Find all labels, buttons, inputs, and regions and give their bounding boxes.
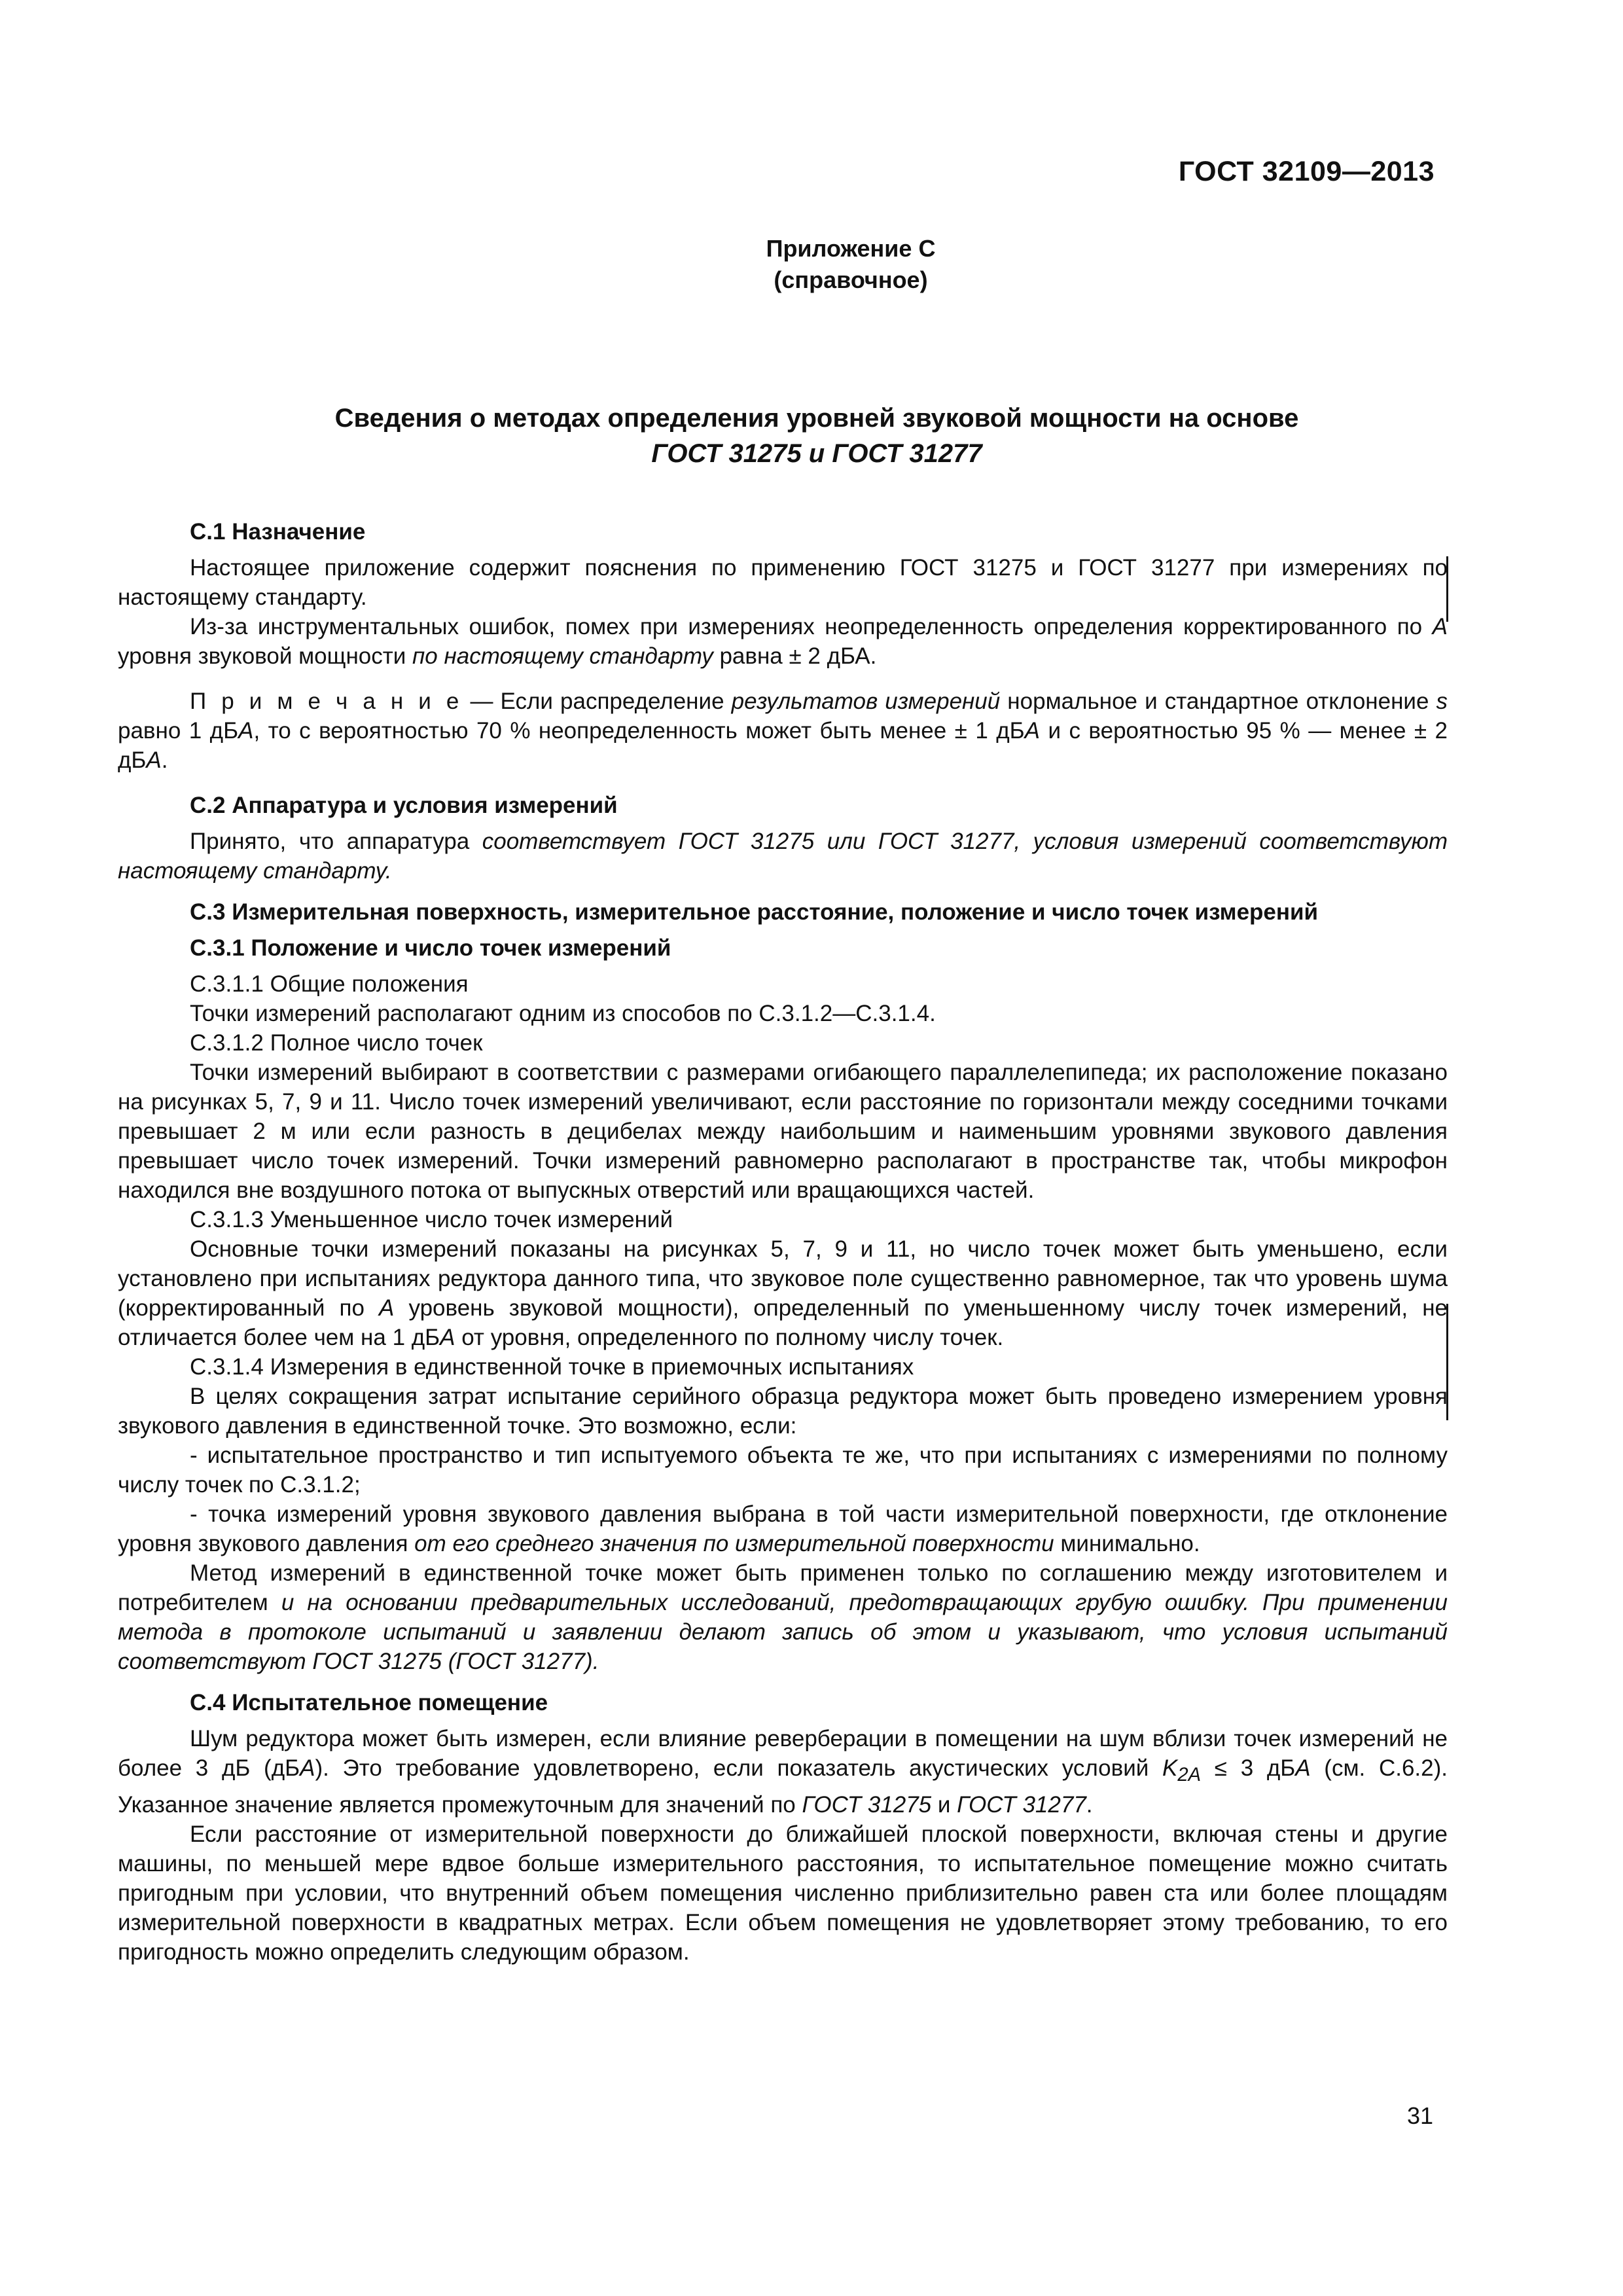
annex-type: (справочное) <box>774 266 928 293</box>
section-heading-c3: С.3 Измерительная поверхность, измерительное расстояние, положение и число точек измерений <box>190 899 1319 925</box>
list-item: - точка измерений уровня звукового давления выбрана в той части измерительной поверхности, где отклонение уровня звукового давления от его среднего значения по измерительной поверхности минимально. <box>118 1501 1448 1556</box>
annex-heading <box>0 233 1623 296</box>
paragraph: Основные точки измерений показаны на рисунках 5, 7, 9 и 11, но число точек может быть уменьшено, если установлено при испытаниях редуктора данного типа, что звуковое поле существенно равномерное, так что уровень шума (корректированный по А уровень звуковой мощности), определенный по уменьшенному числу точек измерений, не отличается более чем на 1 дБА от уровня, определенного по полному числу точек. <box>118 1236 1448 1350</box>
list-item: - испытательное пространство и тип испытуемого объекта те же, что при испытаниях с измерениями по полному числу точек по С.3.1.2; <box>118 1443 1448 1498</box>
paragraph: Точки измерений выбирают в соответствии с размерами огибающего параллелепипеда; их расположение показано на рисунках 5, 7, 9 и 11. Число точек измерений увеличивают, если расстояние по горизонтали между соседними точками превышает 2 м или если разность в децибелах между наибольшим и наименьшим уровнями звукового давления превышает число точек измерений. Точки измерений равномерно располагают в пространстве так, чтобы микрофон находился вне воздушного потока от выпускных отверстий или вращающихся частей. <box>118 1060 1448 1203</box>
paragraph: Метод измерений в единственной точке может быть применен только по соглашению между изготовителем и потребителем и на основании предварительных исследований, предотвращающих грубую ошибку. При применении метода в протоколе испытаний и заявлении делают запись об этом и указывают, что условия испытаний соответствуют ГОСТ 31275 (ГОСТ 31277). <box>118 1560 1448 1674</box>
section-heading-c1: С.1 Назначение <box>190 519 366 545</box>
clause-heading: С.3.1.2 Полное число точек <box>190 1030 483 1056</box>
paragraph: Из-за инструментальных ошибок, помех при измерениях неопределенность определения корректированного по А уровня звуковой мощности по настоящему стандарту равна ± 2 дБА. <box>118 614 1448 669</box>
paragraph: Если расстояние от измерительной поверхности до ближайшей плоской поверхности, включая стены и другие машины, по меньшей мере вдвое больше измерительного расстояния, то испытательное помещение можно считать пригодным при условии, что внутренний объем помещения численно приблизительно равен ста или более площадям измерительной поверхности в квадратных метрах. Если объем помещения не удовлетворяет этому требованию, то его пригодность можно определить следующим образом. <box>118 1821 1448 1965</box>
note-label: П р и м е ч а н и е <box>190 689 463 714</box>
paragraph: Шум редуктора может быть измерен, если влияние реверберации в помещении на шум вблизи точек измерений не более 3 дБ (дБА). Это требование удовлетворено, если показатель акустических условий $K_{2A} \le 3$ дБА (см. С.6.2). Указанное значение является промежуточным для значений по ГОСТ 31275 и ГОСТ 31277. <box>118 1726 1448 1818</box>
section-heading-c4: С.4 Испытательное помещение <box>190 1690 548 1715</box>
paragraph: Принято, что аппаратура соответствует ГОСТ 31275 или ГОСТ 31277, условия измерений соответствуют настоящему стандарту. <box>118 829 1448 884</box>
clause-heading: С.3.1.1 Общие положения <box>190 971 469 997</box>
annex-title <box>0 401 1623 471</box>
subsection-heading-c31: С.3.1 Положение и число точек измерений <box>190 935 671 961</box>
clause-heading: С.3.1.3 Уменьшенное число точек измерений <box>190 1207 673 1232</box>
paragraph: В целях сокращения затрат испытание серийного образца редуктора может быть проведено измерением уровня звукового давления в единственной точке. Это возможно, если: <box>118 1384 1448 1439</box>
annex-label: Приложение С <box>766 235 936 262</box>
clause-heading: С.3.1.4 Измерения в единственной точке в приемочных испытаниях <box>190 1354 914 1380</box>
document-body <box>118 517 1448 1967</box>
annex-title-line1: Сведения о методах определения уровней звуковой мощности на основе <box>334 404 1299 433</box>
paragraph: Настоящее приложение содержит пояснения по применению ГОСТ 31275 и ГОСТ 31277 при измерениях по настоящему стандарту. <box>118 555 1448 610</box>
section-heading-c2: С.2 Аппаратура и условия измерений <box>190 793 618 818</box>
page-number: 31 <box>1406 2102 1433 2129</box>
paragraph: Точки измерений располагают одним из способов по С.3.1.2—С.3.1.4. <box>190 1001 936 1026</box>
note: П р и м е ч а н и е — Если распределение результатов измерений нормальное и стандартное отклонение s равно 1 дБА, то с вероятностью 70 % неопределенность может быть менее ± 1 дБА и с вероятностью 95 % — менее ± 2 дБА. <box>118 689 1448 773</box>
document-number: ГОСТ 32109—2013 <box>1178 156 1435 187</box>
annex-title-line2: ГОСТ 31275 и ГОСТ 31277 <box>651 439 982 468</box>
